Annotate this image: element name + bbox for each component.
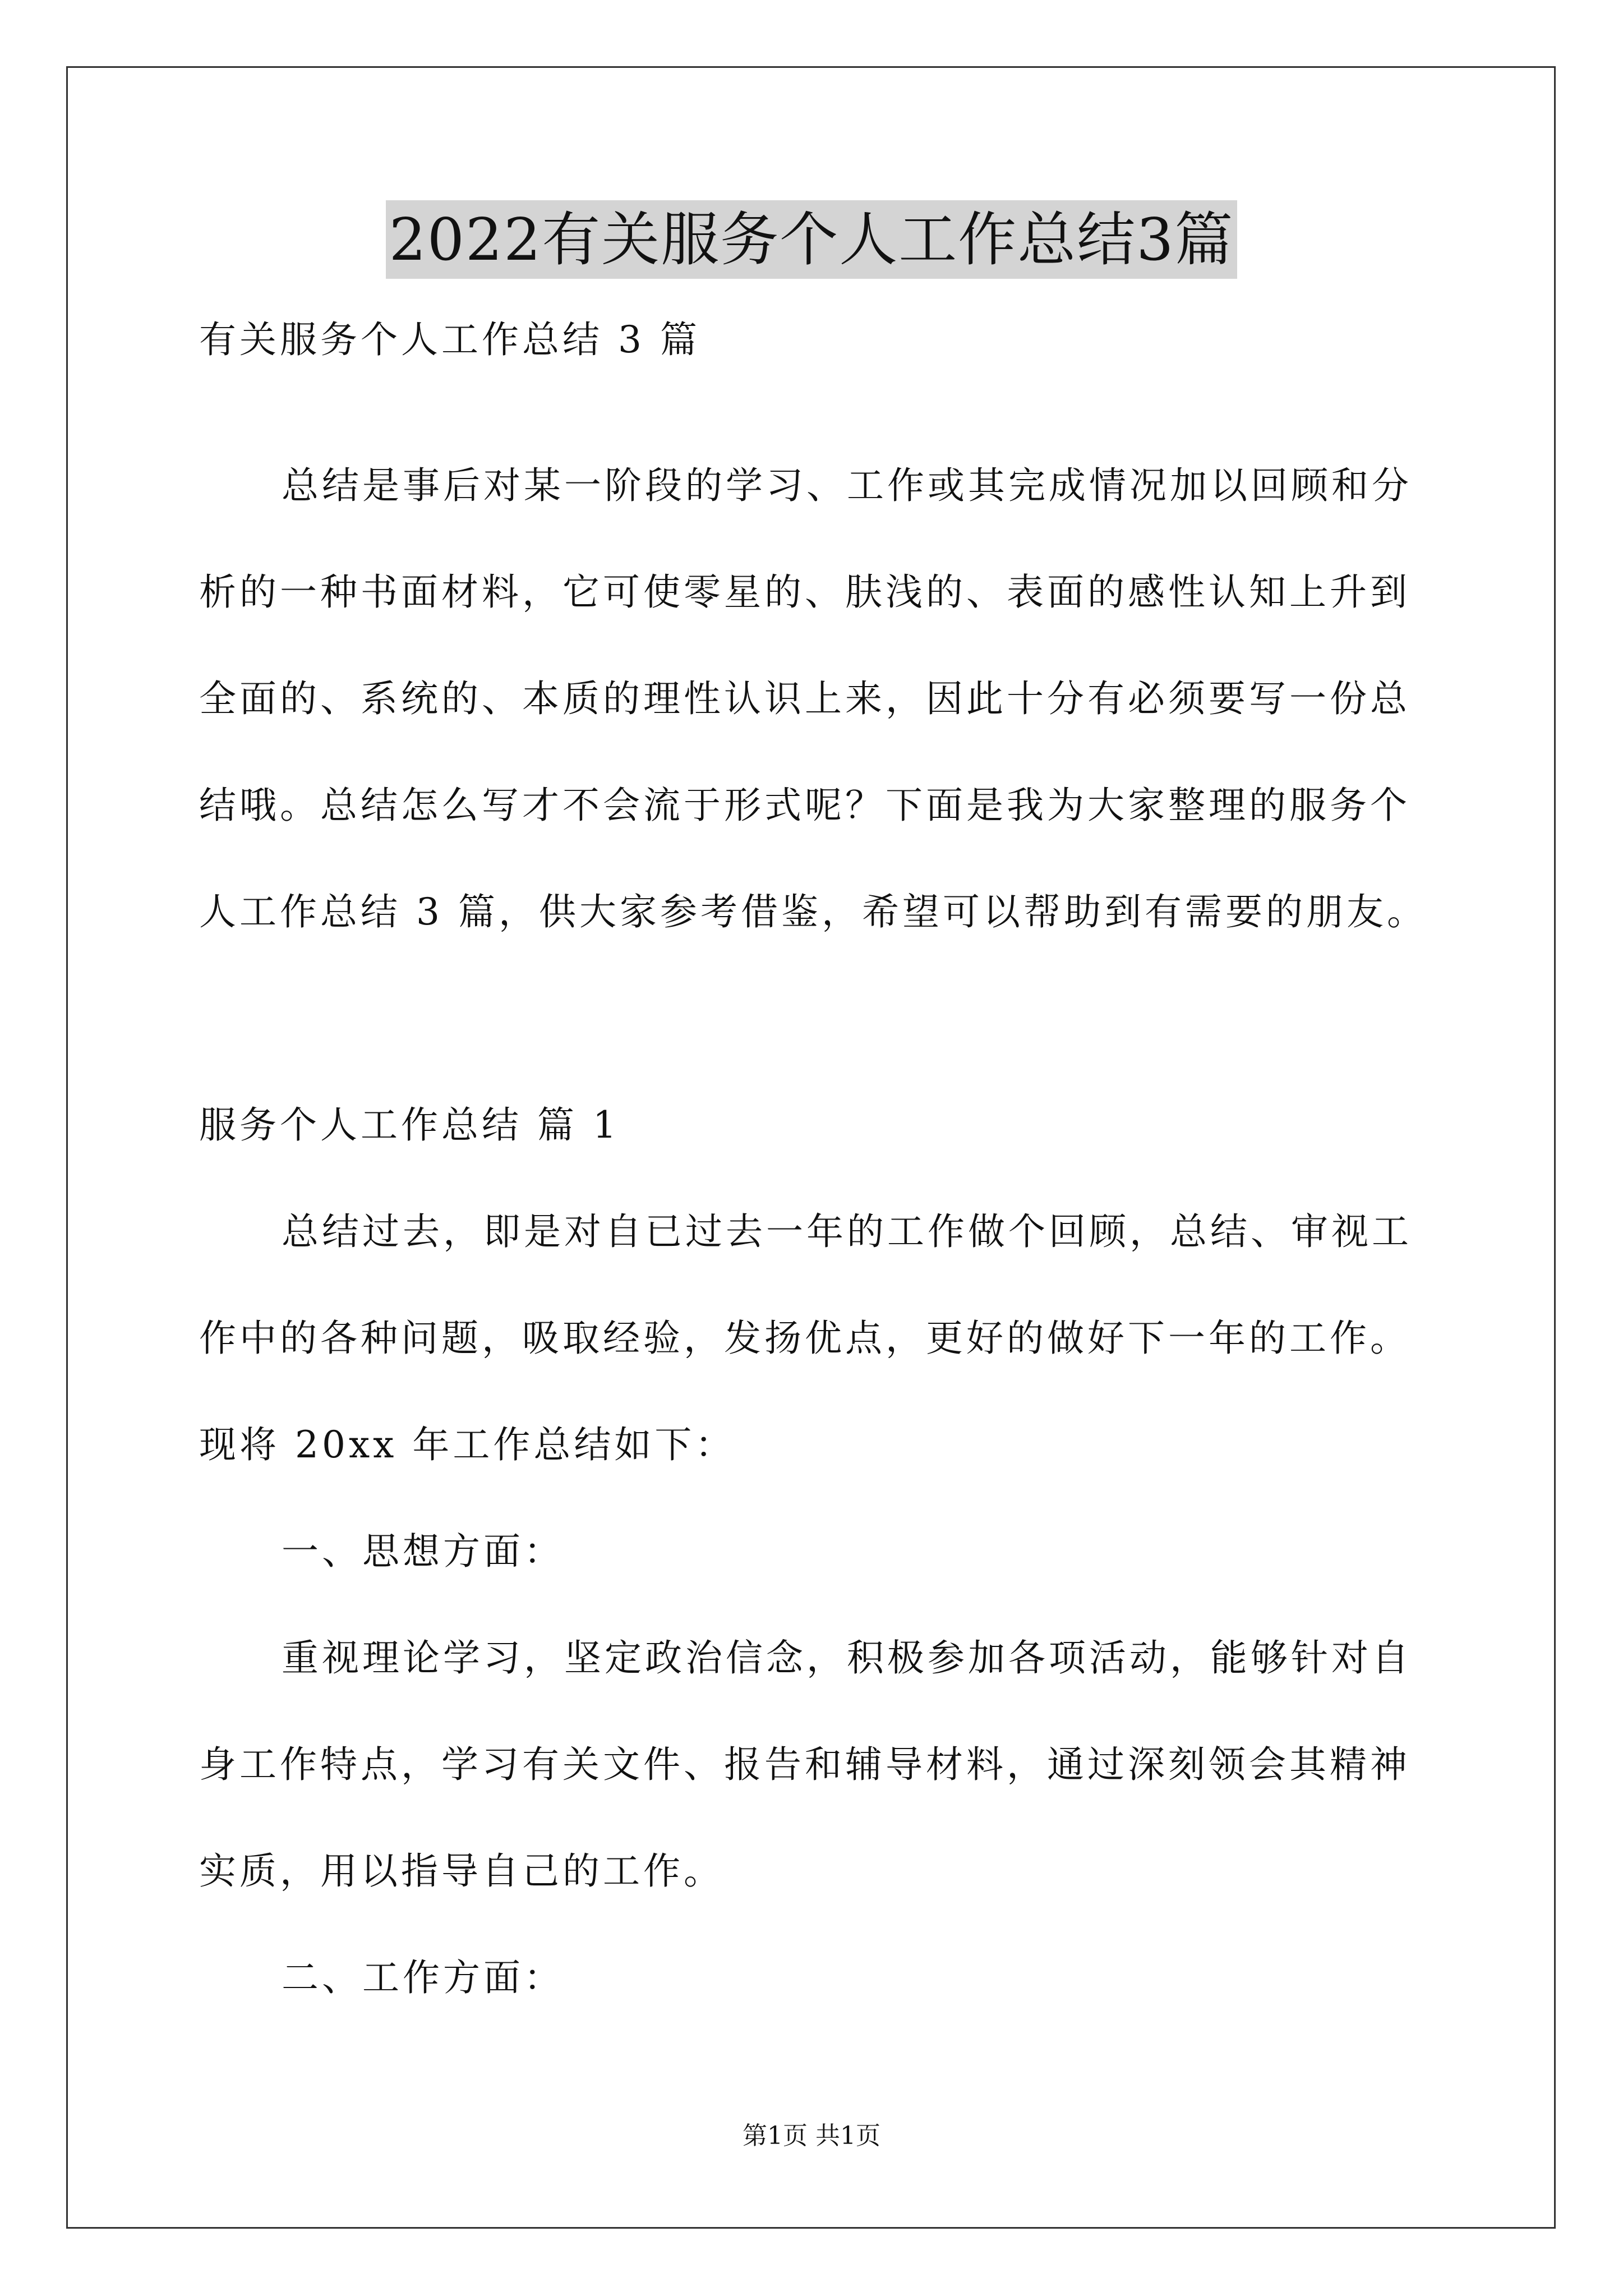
intro-line-3: 全面的、系统的、本质的理性认识上来，因此十分有必须要写一份总 bbox=[199, 677, 1410, 720]
sub-heading-thought: 一、思想方面： bbox=[282, 1530, 564, 1573]
section-para-line-2: 作中的各种问题，吸取经验，发扬优点，更好的做好下一年的工作。 bbox=[199, 1317, 1410, 1360]
document-subtitle: 有关服务个人工作总结 3 篇 bbox=[199, 318, 700, 361]
section-heading: 服务个人工作总结 篇 1 bbox=[199, 1103, 620, 1147]
section-para-line-3: 现将 20xx 年工作总结如下： bbox=[199, 1423, 736, 1466]
intro-line-1: 总结是事后对某一阶段的学习、工作或其完成情况加以回顾和分 bbox=[282, 464, 1412, 507]
intro-line-4: 结哦。总结怎么写才不会流于形式呢？下面是我为大家整理的服务个 bbox=[199, 784, 1410, 827]
page-footer: 第1页 共1页 bbox=[743, 2122, 880, 2150]
title-container bbox=[0, 200, 1623, 279]
sub-heading-work: 二、工作方面： bbox=[282, 1956, 564, 1999]
section-para-line-1: 总结过去，即是对自已过去一年的工作做个回顾，总结、审视工 bbox=[282, 1210, 1412, 1253]
intro-line-5: 人工作总结 3 篇，供大家参考借鉴，希望可以帮助到有需要的朋友。 bbox=[199, 890, 1427, 933]
sub1-para-line-2: 身工作特点，学习有关文件、报告和辅导材料，通过深刻领会其精神 bbox=[199, 1743, 1410, 1786]
sub1-para-line-1: 重视理论学习，坚定政治信念，积极参加各项活动，能够针对自 bbox=[282, 1636, 1412, 1680]
intro-line-2: 析的一种书面材料，它可使零星的、肤浅的、表面的感性认知上升到 bbox=[199, 570, 1410, 614]
document-title: 2022有关服务个人工作总结3篇 bbox=[386, 200, 1238, 279]
sub1-para-line-3: 实质，用以指导自己的工作。 bbox=[199, 1849, 724, 1893]
